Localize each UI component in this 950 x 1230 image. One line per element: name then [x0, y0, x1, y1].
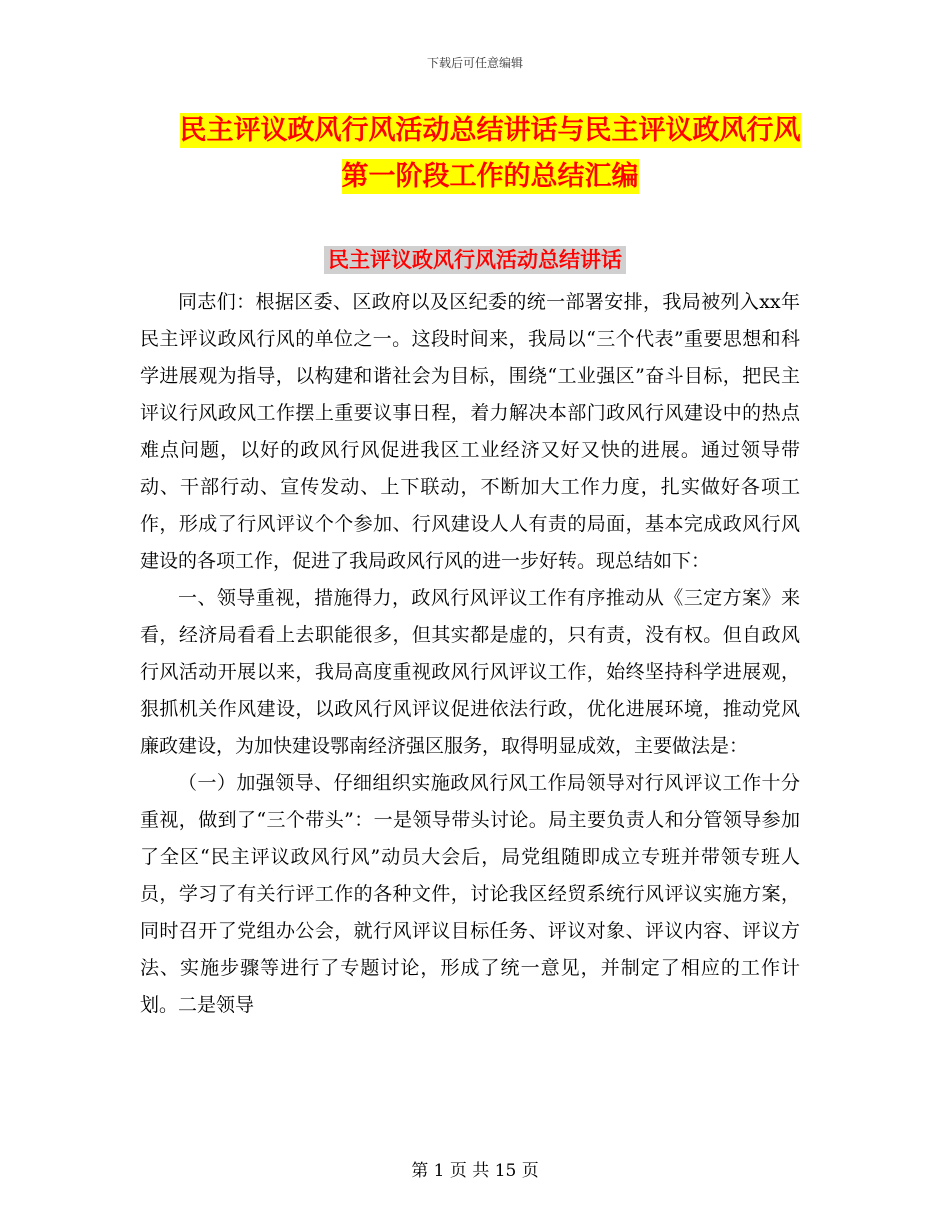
document-title-line-1: 民主评议政风行风活动总结讲话与民主评议政风行风: [179, 115, 801, 146]
section-title: [0, 243, 950, 277]
paragraph-1: 同志们：根据区委、区政府以及区纪委的统一部署安排，我局被列入xx年民主评议政风行风的单位之一。这段时间来，我局以“三个代表”重要思想和科学进展观为指导，以构建和谐社会为目标，围绕“工业强区”奋斗目标，把民主评议行风政风工作摆上重要议事日程，着力解决本部门政风行风建设中的热点难点问题，以好的政风行风促进我区工业经济又好又快的进展。通过领导带动、干部行动、宣传发动、上下联动，不断加大工作力度，扎实做好各项工作，形成了行风评议个个参加、行风建设人人有责的局面，基本完成政风行风建设的各项工作，促进了我局政风行风的进一步好转。现总结如下：: [140, 291, 800, 572]
paragraph-2: 一、领导重视，措施得力，政风行风评议工作有序推动从《三定方案》来看，经济局看看上去职能很多，但其实都是虚的，只有责，没有权。但自政风行风活动开展以来，我局高度重视政风行风评议工作，始终坚持科学进展观，狠抓机关作风建设，以政风行风评议促进依法行政，优化进展环境，推动党风廉政建设，为加快建设鄂南经济强区服务，取得明显成效，主要做法是：: [140, 587, 800, 757]
header-note: 下载后可任意编辑: [426, 56, 523, 70]
page-number: 第 1 页 共 15 页: [411, 1161, 539, 1181]
section-title-text: 民主评议政风行风活动总结讲话: [324, 246, 626, 274]
body-text: [140, 284, 800, 1024]
paragraph-3: （一）加强领导、仔细组织实施政风行风工作局领导对行风评议工作十分重视，做到了“三个带头”：一是领导带头讨论。局主要负责人和分管领导参加了全区“民主评议政风行风”动员大会后，局党组随即成立专班并带领专班人员，学习了有关行评工作的各种文件，讨论我区经贸系统行风评议实施方案，同时召开了党组办公会，就行风评议目标任务、评议对象、评议内容、评议方法、实施步骤等进行了专题讨论，形成了统一意见，并制定了相应的工作计划。二是领导: [140, 772, 800, 1016]
document-title-line-2: 第一阶段工作的总结汇编: [341, 161, 639, 192]
document-title: [160, 108, 820, 200]
